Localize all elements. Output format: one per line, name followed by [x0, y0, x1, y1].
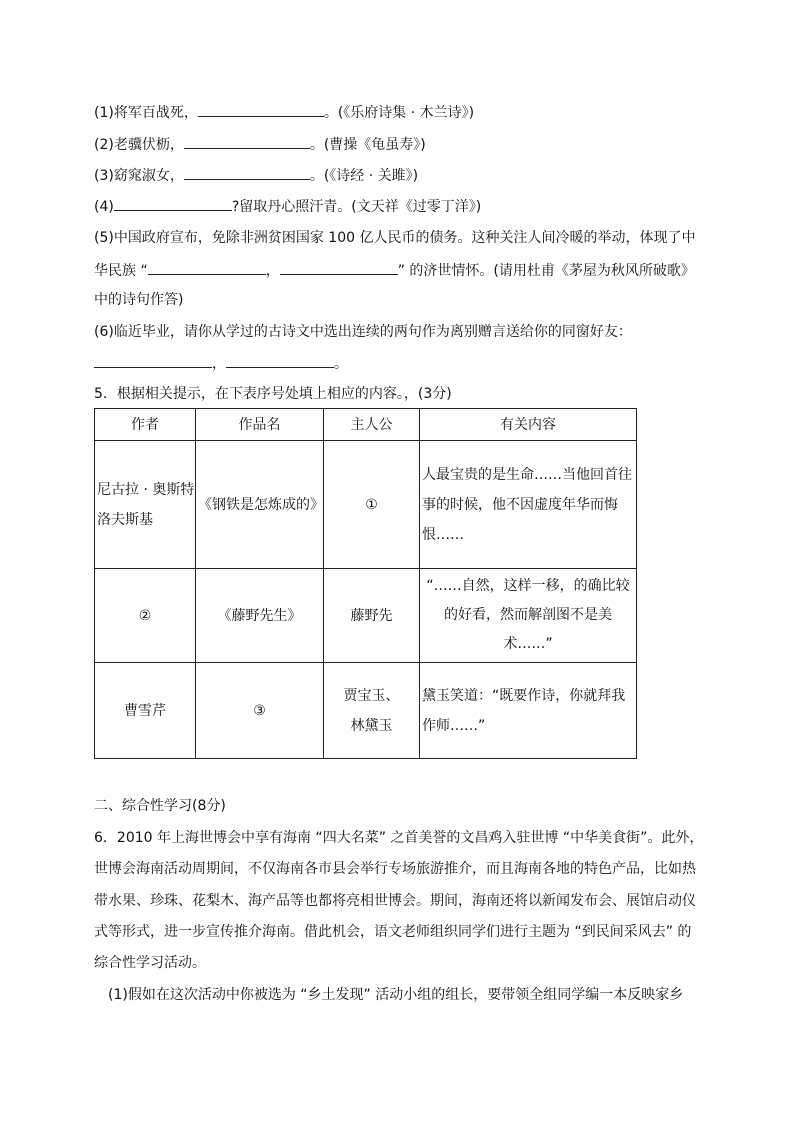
question-4-4: [94, 196, 481, 217]
question-6-line4: 式等形式，进一步宣传推介海南。借此机会，语文老师组织同学们进行主题为 “到民间采风去” 的: [94, 924, 692, 940]
question-6-line1: 6．2010 年上海世博会中享有海南 “四大名菜” 之首美誉的文昌鸡入驻世博 “中华美食街”。此外，: [94, 830, 704, 846]
table-row: [95, 569, 637, 663]
q3-prefix: (3)窈窕淑女，: [94, 168, 184, 184]
q5-mid: ，: [265, 263, 280, 279]
answer-blank[interactable]: [280, 260, 398, 275]
cell-work-blank-3[interactable]: ③: [196, 663, 324, 759]
question-4-2: [94, 134, 426, 155]
answer-blank[interactable]: [184, 134, 310, 149]
cell-hero: 藤野先: [324, 569, 420, 663]
question-4-5-line3: 中的诗句作答): [94, 292, 184, 308]
header-content: 有关内容: [420, 409, 637, 441]
answer-blank[interactable]: [226, 353, 334, 368]
cell-content: 人最宝贵的是生命……当他回首往事的时候，他不因虚度年华而悔恨……: [420, 441, 637, 569]
cell-work: 《藤野先生》: [196, 569, 324, 663]
cell-hero-blank-1[interactable]: ①: [324, 441, 420, 569]
question-4-5-line2: [94, 260, 695, 281]
works-table: [94, 408, 637, 759]
cell-author: 尼古拉 · 奥斯特洛夫斯基: [95, 441, 196, 569]
cell-content: “……自然，这样一移，的确比较的好看，然而解剖图不是美术……”: [420, 569, 637, 663]
table-row: [95, 663, 637, 759]
cell-work: 《钢铁是怎炼成的》: [196, 441, 324, 569]
question-6-line5: 综合性学习活动。: [94, 955, 206, 971]
q1-suffix: 。(《乐府诗集 · 木兰诗》): [323, 105, 475, 121]
q1-prefix: (1)将军百战死，: [94, 105, 198, 121]
question-6-sub1: (1)假如在这次活动中你被选为 “乡土发现” 活动小组的组长，要带领全组同学编一本反映家乡: [108, 987, 684, 1003]
question-6-line3: 带水果、珍珠、花梨木、海产品等也都将亮相世博会。期间，海南还将以新闻发布会、展馆启动仪: [94, 893, 696, 909]
q6-suffix: 。: [334, 356, 348, 372]
q6-mid: ，: [212, 356, 226, 372]
header-hero: 主人公: [324, 409, 420, 441]
question-4-5-line1: (5)中国政府宣布，免除非洲贫困国家 100 亿人民币的债务。这种关注人间冷暖的举动，体现了中: [94, 230, 696, 246]
question-4-6-line2: [94, 353, 348, 374]
answer-blank[interactable]: [198, 102, 324, 117]
question-5-prompt: 5．根据相关提示，在下表序号处填上相应的内容。，(3分): [94, 386, 452, 402]
q2-suffix: 。(曹操《龟虽寿》): [309, 137, 426, 153]
q3-suffix: 。(《诗经 · 关雎》): [309, 168, 419, 184]
cell-content: 黛玉笑道：“既要作诗，你就拜我作师……”: [420, 663, 637, 759]
answer-blank[interactable]: [184, 165, 310, 180]
cell-author-blank-2[interactable]: ②: [95, 569, 196, 663]
section-2-heading: 二、综合性学习(8分): [94, 798, 226, 814]
q5-prefix: 华民族 “: [94, 263, 148, 279]
q5-suffix: ” 的济世情怀。(请用杜甫《茅屋为秋风所破歌》: [397, 263, 695, 279]
header-work: 作品名: [196, 409, 324, 441]
q4-prefix: (4): [94, 199, 114, 215]
question-4-3: [94, 165, 418, 186]
answer-blank[interactable]: [94, 353, 212, 368]
cell-author: 曹雪芹: [95, 663, 196, 759]
q4-suffix: ?留取丹心照汗青。(文天祥《过零丁洋》): [231, 199, 482, 215]
q2-prefix: (2)老骥伏枥，: [94, 137, 184, 153]
header-author: 作者: [95, 409, 196, 441]
question-4-1: [94, 102, 474, 123]
table-header-row: [95, 409, 637, 441]
question-6-line2: 世博会海南活动周期间，不仅海南各市县会举行专场旅游推介，而且海南各地的特色产品，比如热: [94, 861, 696, 877]
question-4-6-line1: (6)临近毕业，请你从学过的古诗文中选出连续的两句作为离别赠言送给你的同窗好友：: [94, 324, 632, 340]
table-row: [95, 441, 637, 569]
answer-blank[interactable]: [148, 260, 266, 275]
answer-blank[interactable]: [114, 196, 232, 211]
cell-hero: 贾宝玉、林黛玉: [324, 663, 420, 759]
